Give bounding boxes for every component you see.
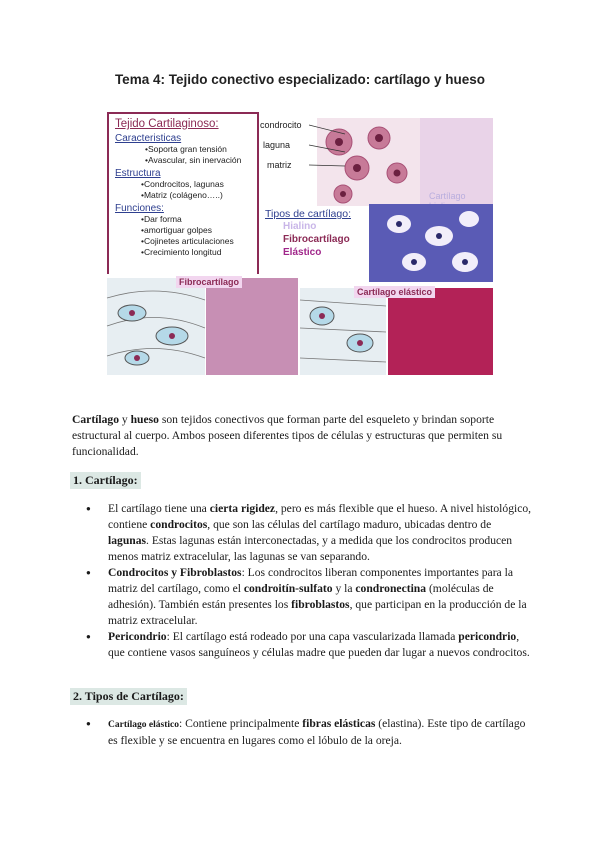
bold-term: cierta rigidez bbox=[209, 502, 276, 515]
text: , pero es más flexible que el hueso. A nivel histológico, contiene bbox=[108, 502, 532, 531]
hyaline-section-pink bbox=[420, 118, 493, 206]
list-item bbox=[86, 565, 532, 629]
list-item bbox=[86, 716, 532, 749]
text: (elastina). Este tipo de cartílago es flexible y se encuentra en lugares como el lóbulo de la oreja. bbox=[108, 717, 526, 747]
functions-heading: Funciones: bbox=[115, 203, 164, 214]
structure-heading: Estructura bbox=[115, 168, 161, 179]
characteristic-item: •Soporta gran tensión bbox=[145, 144, 227, 154]
bold-term: condrocitos bbox=[150, 518, 208, 531]
page-title: Tema 4: Tejido conectivo especializado: cartílago y hueso bbox=[114, 72, 486, 87]
intro-paragraph bbox=[72, 412, 532, 460]
fibrocartilage-micrograph bbox=[179, 277, 298, 375]
hyaline-caption: Cartílago bbox=[429, 191, 466, 201]
bold-term: fibroblastos bbox=[291, 598, 350, 611]
text: (moléculas de adhesión). También están presentes los bbox=[108, 582, 494, 611]
text: , que son las células del cartílago maduro, ubicadas dentro de bbox=[207, 518, 492, 531]
characteristic-item: •Avascular, sin inervación bbox=[145, 155, 242, 165]
intro-text: son tejidos conectivos que forman parte del esqueleto y brindan soporte estructural al cuerpo. Ambos poseen diferentes tipos de células y estructuras que permiten su funcionalidad. bbox=[72, 413, 503, 458]
bold-term: pericondrio bbox=[458, 630, 517, 643]
bold-term: Condrocitos y Fibroblastos bbox=[108, 566, 242, 579]
elastic-lacunae bbox=[300, 288, 386, 375]
intro-bold: Cartílago bbox=[72, 413, 120, 426]
hyaline-lacunae bbox=[369, 204, 493, 282]
bold-term: condroitín-sulfato bbox=[243, 582, 333, 595]
function-item: •Crecimiento longitud bbox=[141, 247, 222, 257]
list-item bbox=[86, 501, 532, 565]
elastic-micrograph bbox=[388, 288, 493, 375]
cartilage-bullet-list bbox=[86, 501, 532, 661]
intro-bold: hueso bbox=[130, 413, 159, 426]
bold-term: lagunas bbox=[108, 534, 147, 547]
bold-term: fibras elásticas bbox=[302, 717, 376, 730]
bold-term: condronectina bbox=[355, 582, 427, 595]
types-heading: Tipos de cartílago: bbox=[265, 208, 351, 220]
bold-term: Cartílago elástico bbox=[108, 720, 179, 730]
elastic-caption: Cartílago elástico bbox=[354, 286, 435, 298]
bold-term: Pericondrio bbox=[108, 630, 167, 643]
type-elastico: Elástico bbox=[283, 247, 322, 258]
scheme-title: Tejido Cartilaginoso: bbox=[115, 118, 219, 130]
type-fibrocartilago: Fibrocartílago bbox=[283, 234, 350, 245]
text: , que contiene vasos sanguíneos y células madre que pueden dar lugar a nuevos condrocitos. bbox=[108, 630, 530, 659]
function-item: •amortiguar golpes bbox=[141, 225, 213, 235]
cartilage-types-list bbox=[265, 208, 351, 259]
function-item: •Cojinetes articulaciones bbox=[141, 236, 234, 246]
label-matriz: matriz bbox=[267, 160, 292, 170]
structure-item: •Condrocitos, lagunas bbox=[141, 179, 224, 189]
cartilage-scheme-box bbox=[107, 112, 259, 274]
text: : Contiene principalmente bbox=[178, 717, 303, 730]
intro-text: y bbox=[119, 413, 131, 426]
text: . Estas lagunas están interconectadas, y a medida que los condrocitos producen menos matriz extracelular, las lagunas se van separando. bbox=[108, 534, 513, 563]
fibrocartilage-lacunae bbox=[107, 278, 205, 375]
cartilage-figure bbox=[107, 112, 493, 375]
text: : El cartílago está rodeado por una capa vascularizada llamada bbox=[166, 630, 459, 643]
text: : Los condrocitos liberan componentes importantes para la matriz del cartílago, como el bbox=[108, 566, 513, 595]
fibro-caption: Fibrocartílago bbox=[176, 276, 242, 288]
structure-item: •Matriz (colágeno…..) bbox=[141, 190, 223, 200]
text: , que participan en la producción de la matriz extracelular. bbox=[108, 598, 527, 627]
text: y la bbox=[332, 582, 356, 595]
label-laguna: laguna bbox=[263, 140, 291, 150]
elastic-diagram bbox=[300, 288, 386, 375]
hyaline-micrograph bbox=[369, 204, 493, 282]
text: El cartílago tiene una bbox=[108, 502, 210, 515]
characteristics-heading: Caracteristicas bbox=[115, 133, 182, 144]
label-condrocito: condrocito bbox=[260, 120, 302, 130]
types-bullet-list bbox=[86, 716, 532, 749]
section-heading-cartilago: 1. Cartílago: bbox=[70, 472, 141, 489]
pointer-lines bbox=[307, 122, 347, 172]
type-hialino: Hialino bbox=[283, 221, 317, 232]
section-heading-tipos: 2. Tipos de Cartílago: bbox=[70, 688, 187, 705]
function-item: •Dar forma bbox=[141, 214, 182, 224]
list-item bbox=[86, 629, 532, 661]
fibrocartilage-diagram bbox=[107, 278, 205, 375]
